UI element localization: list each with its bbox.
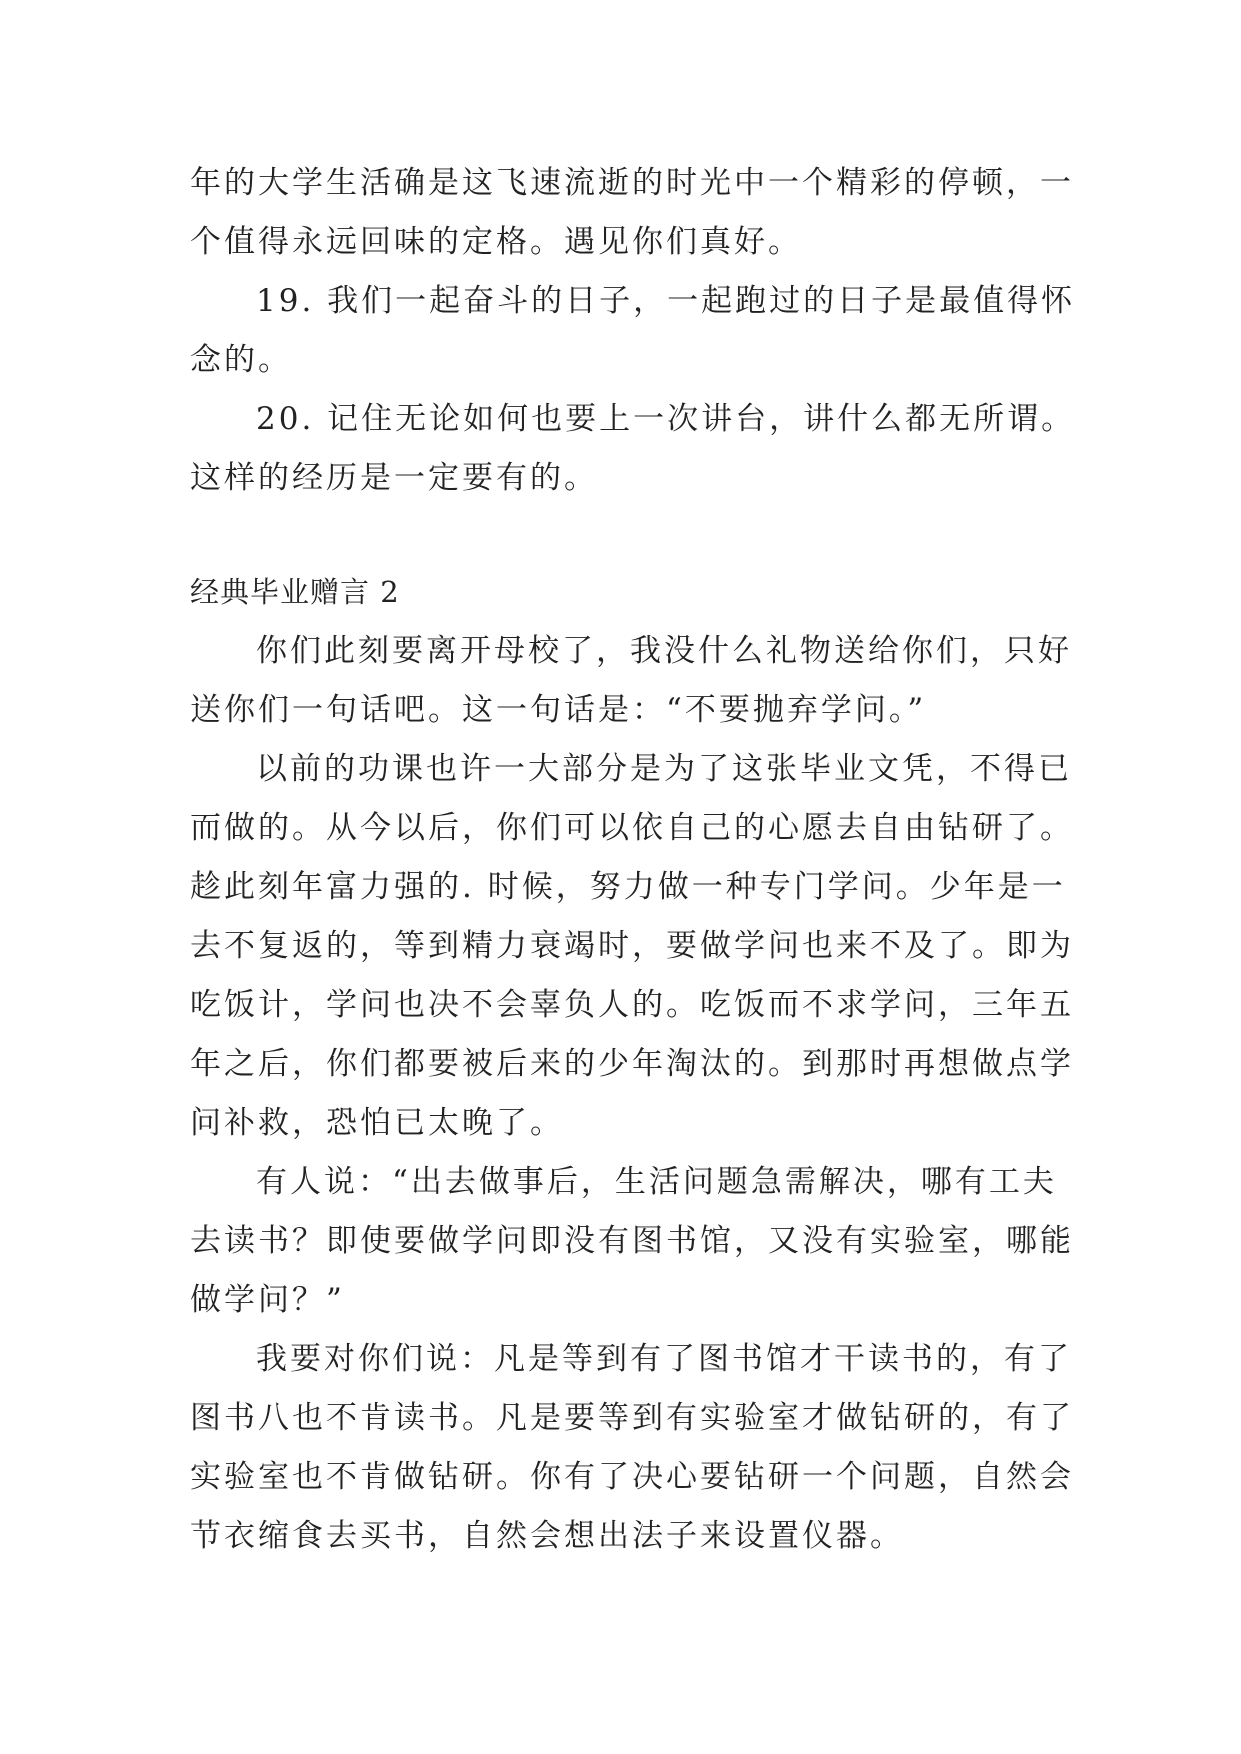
paragraph-line: 去不复返的，等到精力衰竭时，要做学问也来不及了。即为	[190, 928, 1074, 964]
paragraph-line: 问补救，恐怕已太晚了。	[190, 1105, 564, 1141]
paragraph-line: 趁此刻年富力强的. 时候，努力做一种专门学问。少年是一	[190, 869, 1066, 905]
paragraph-line: 这样的经历是一定要有的。	[190, 460, 598, 496]
paragraph-line: 而做的。从今以后，你们可以依自己的心愿去自由钻研了。	[190, 810, 1074, 846]
paragraph-line: 吃饭计，学问也决不会辜负人的。吃饭而不求学问，三年五	[190, 987, 1074, 1023]
paragraph-line: 实验室也不肯做钻研。你有了决心要钻研一个问题，自然会	[190, 1459, 1074, 1495]
paragraph-line: 个值得永远回味的定格。遇见你们真好。	[190, 224, 802, 260]
paragraph-line: 20. 记住无论如何也要上一次讲台，讲什么都无所谓。	[256, 401, 1076, 437]
paragraph-line: 我要对你们说：凡是等到有了图书馆才干读书的，有了	[256, 1341, 1072, 1377]
paragraph-line: 以前的功课也许一大部分是为了这张毕业文凭，不得已	[256, 751, 1072, 787]
paragraph-line: 念的。	[190, 342, 292, 378]
paragraph-line: 做学问？”	[190, 1282, 345, 1318]
paragraph-line: 年的大学生活确是这飞速流逝的时光中一个精彩的停顿，一	[190, 165, 1074, 201]
paragraph-line: 图书八也不肯读书。凡是要等到有实验室才做钻研的，有了	[190, 1400, 1074, 1436]
paragraph-line: 有人说：“出去做事后，生活问题急需解决，哪有工夫	[256, 1164, 1057, 1200]
paragraph-line: 19. 我们一起奋斗的日子，一起跑过的日子是最值得怀	[256, 283, 1076, 319]
paragraph-line: 节衣缩食去买书，自然会想出法子来设置仪器。	[190, 1518, 904, 1554]
paragraph-line: 你们此刻要离开母校了，我没什么礼物送给你们，只好	[256, 633, 1072, 669]
paragraph-line: 去读书？即使要做学问即没有图书馆，又没有实验室，哪能	[190, 1223, 1074, 1259]
paragraph-line: 送你们一句话吧。这一句话是：“不要抛弃学问。”	[190, 692, 927, 728]
paragraph-line: 年之后，你们都要被后来的少年淘汰的。到那时再想做点学	[190, 1046, 1074, 1082]
section-heading: 经典毕业赠言 2	[190, 575, 400, 609]
